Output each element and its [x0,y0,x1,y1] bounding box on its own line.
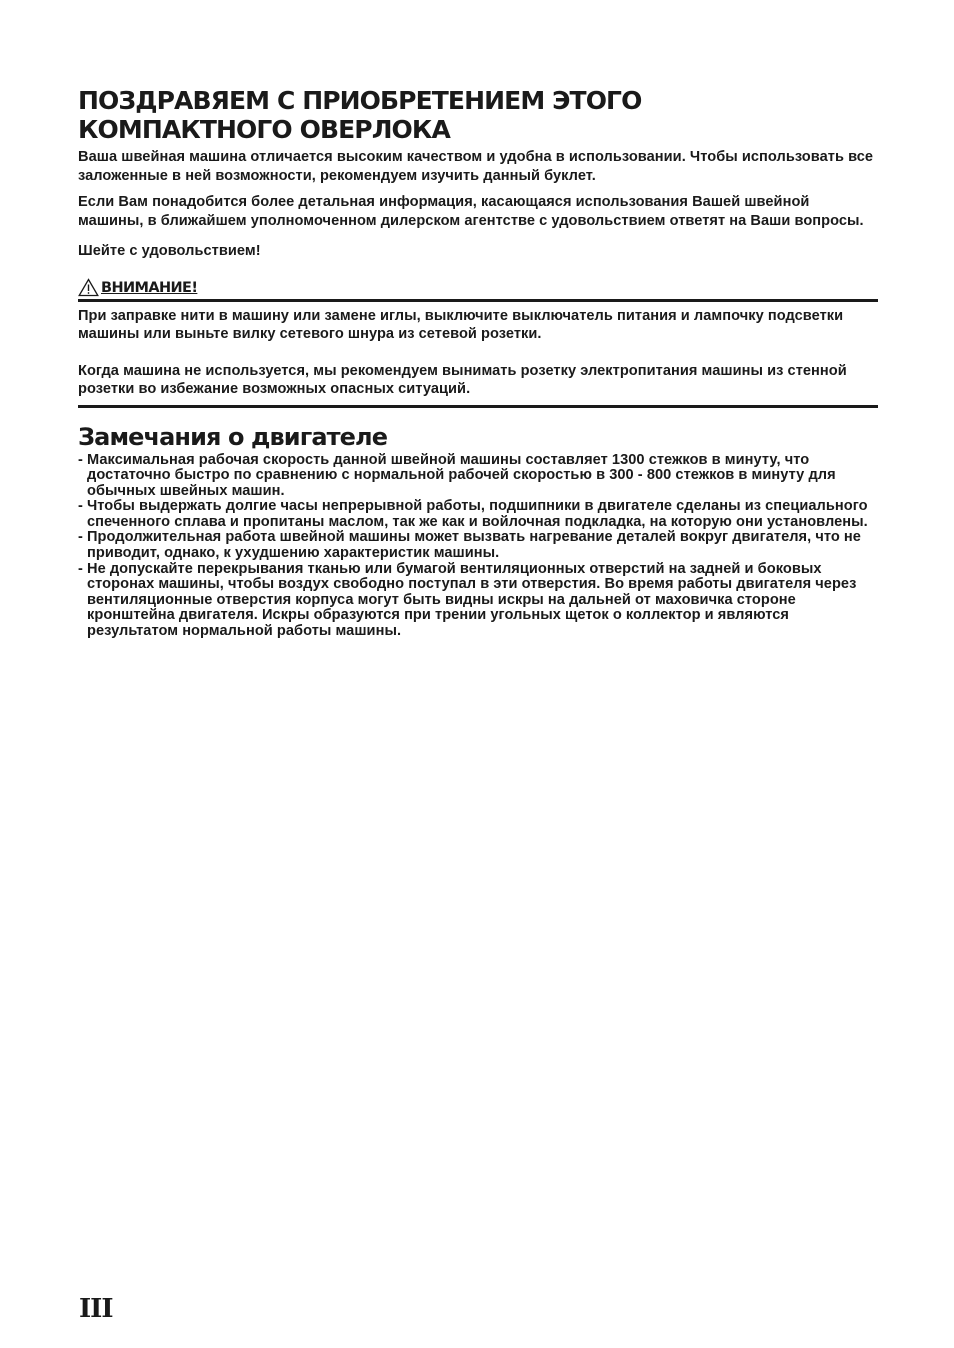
list-item-text: Продолжительная работа швейной машины может вызвать нагревание деталей вокруг двигателя, что не приводит, однако, к ухудшению характеристик машины. [87,529,861,562]
intro-paragraph-2: Если Вам понадобится более детальная информация, касающаяся использования Вашей швейной машины, в ближайшем уполномоченном дилерском агентстве с удовольствием ответят на Ваши вопросы. [78,194,864,229]
motor-notes-list [78,453,878,640]
list-item-text: Не допускайте перекрывания тканью или бумагой вентиляционных отверстий на задней и боковых сторонах машины, чтобы воздух свободно поступал в эти отверстия. Во время работы двигателя через вентиляционные отверстия корпуса могут быть видны искры на дальней от маховичка стороне кронштейна двигателя. Искры образуются при трении угольных щеток о коллектор и являются результатом нормальной работы машины. [87,560,857,640]
warning-heading [78,275,878,297]
list-dash: - [78,560,83,577]
warning-triangle-icon [78,278,99,297]
list-item [78,562,878,640]
list-dash: - [78,498,83,515]
list-item [78,453,878,500]
list-dash: - [78,451,83,468]
motor-notes-title: Замечания о двигателе [78,422,388,451]
list-dash: - [78,529,83,546]
title-line-1: ПОЗДРАВЯЕМ С ПРИОБРЕТЕНИЕМ ЭТОГО [78,86,642,115]
warning-paragraph-1: При заправке нити в машину или замене иглы, выключите выключатель питания и лампочку подсветки машины или выньте вилку сетевого шнура из сетевой розетки. [78,307,844,342]
page-title [78,86,878,144]
intro-paragraph-1: Ваша швейная машина отличается высоким качеством и удобна в использовании. Чтобы использовать все заложенные в ней возможности, рекомендуем изучить данный буклет. [78,149,874,184]
page-content [78,86,878,640]
intro-paragraph-3: Шейте с удовольствием! [78,243,261,259]
list-item [78,499,878,530]
list-item-text: Максимальная рабочая скорость данной швейной машины составляет 1300 стежков в минуту, что достаточно быстро по сравнению с нормальной рабочей скоростью в 300 - 800 стежков в минуту для обычных швейных машин. [87,451,836,499]
warning-label: ВНИМАНИЕ! [101,279,198,296]
page-number: III [79,1294,113,1324]
title-line-2: КОМПАКТНОГО ОВЕРЛОКА [78,115,450,144]
list-item-text: Чтобы выдержать долгие часы непрерывной работы, подшипники в двигателе сделаны из специального спеченного сплава и пропитаны маслом, так же как и войлочная подкладка, на которую они установлены. [87,498,868,530]
list-item [78,530,878,561]
warning-box [78,299,878,408]
warning-paragraph-2: Когда машина не используется, мы рекомендуем вынимать розетку электропитания машины из стенной розетки во избежание возможных опасных ситуаций. [78,362,847,397]
